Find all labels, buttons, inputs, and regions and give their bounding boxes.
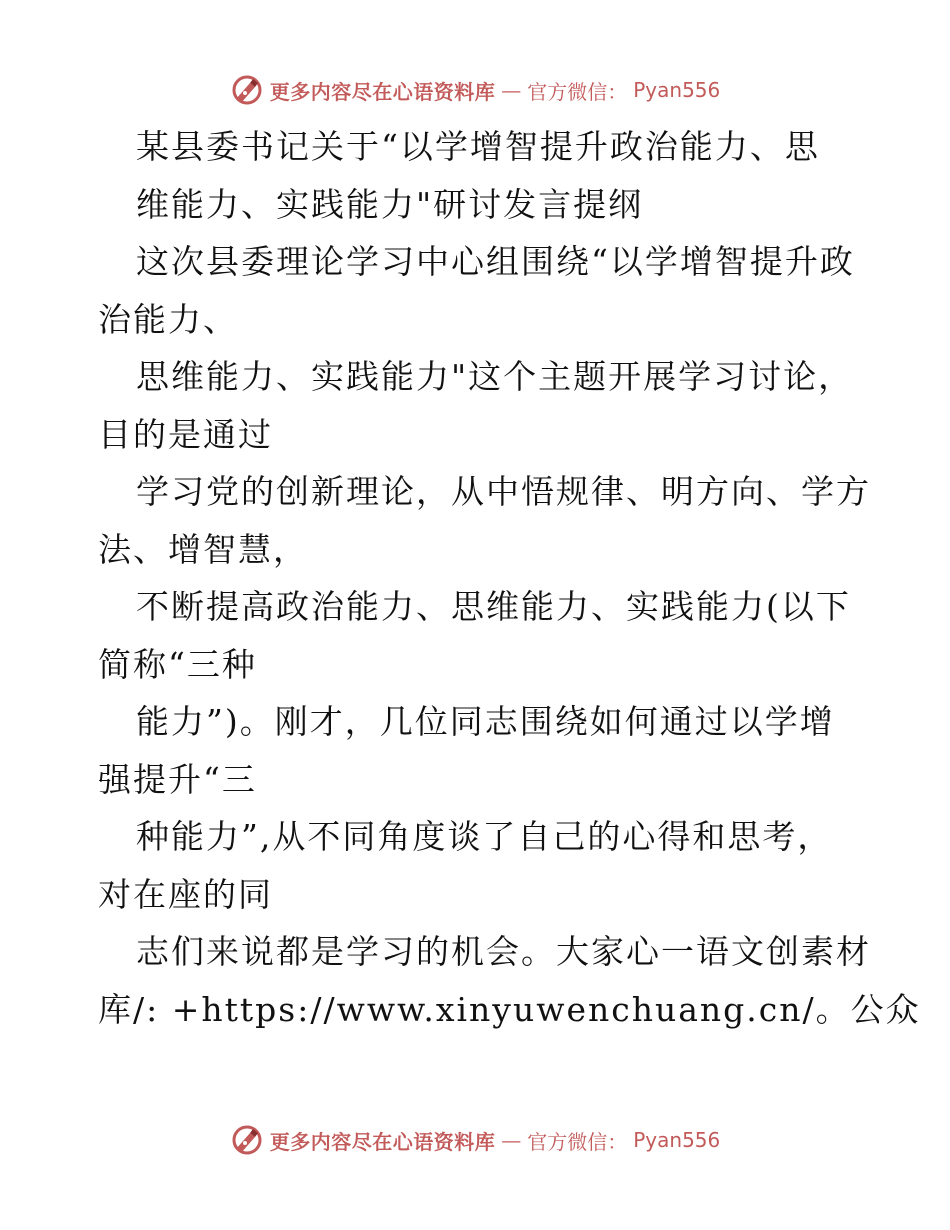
doc-line-12: 强提升“三 — [98, 759, 257, 799]
doc-line-8: 法、增智慧， — [98, 529, 308, 569]
pen-logo-icon — [230, 73, 264, 107]
doc-line-6: 目的是通过 — [98, 414, 273, 454]
doc-line-14: 对在座的同 — [98, 874, 273, 914]
doc-line-10: 简称“三种 — [98, 644, 257, 684]
footer-banner — [0, 1120, 950, 1160]
header-wechat-label: 官方微信： — [527, 79, 628, 104]
doc-line-3: 这次县委理论学习中心组围绕“以学增智提升政 — [136, 242, 855, 281]
header-banner — [0, 70, 950, 110]
footer-wechat-label: 官方微信： — [527, 1129, 628, 1154]
doc-line-11: 能力”)。刚才，几位同志围绕如何通过以学增 — [136, 702, 835, 741]
doc-line-7: 学习党的创新理论，从中悟规律、明方向、学方 — [136, 472, 871, 511]
doc-line-15: 志们来说都是学习的机会。大家心一语文创素材 — [136, 932, 871, 971]
header-promo-text: 更多内容尽在心语资料库 — [269, 79, 496, 104]
doc-title-line-2: 维能力、实践能力"研讨发言提纲 — [136, 184, 644, 224]
footer-wechat-id: Pyan556 — [633, 1128, 721, 1152]
pen-logo-icon — [230, 1123, 264, 1157]
document-body — [98, 118, 921, 1038]
doc-line-13: 种能力”,从不同角度谈了自己的心得和思考， — [136, 817, 833, 856]
doc-line-5: 思维能力、实践能力"这个主题开展学习讨论， — [136, 357, 854, 396]
footer-separator: — — [501, 1128, 522, 1152]
header-wechat-id: Pyan556 — [633, 78, 721, 102]
footer-promo-text: 更多内容尽在心语资料库 — [269, 1129, 496, 1154]
doc-line-4: 治能力、 — [98, 299, 238, 339]
doc-line-16: 库/: +https://www.xinyuwenchuang.cn/。公众 — [98, 989, 921, 1029]
doc-line-9: 不断提高政治能力、思维能力、实践能力(以下 — [136, 587, 851, 626]
doc-title-line-1: 某县委书记关于“以学增智提升政治能力、思 — [136, 127, 820, 166]
header-separator: — — [501, 78, 522, 102]
